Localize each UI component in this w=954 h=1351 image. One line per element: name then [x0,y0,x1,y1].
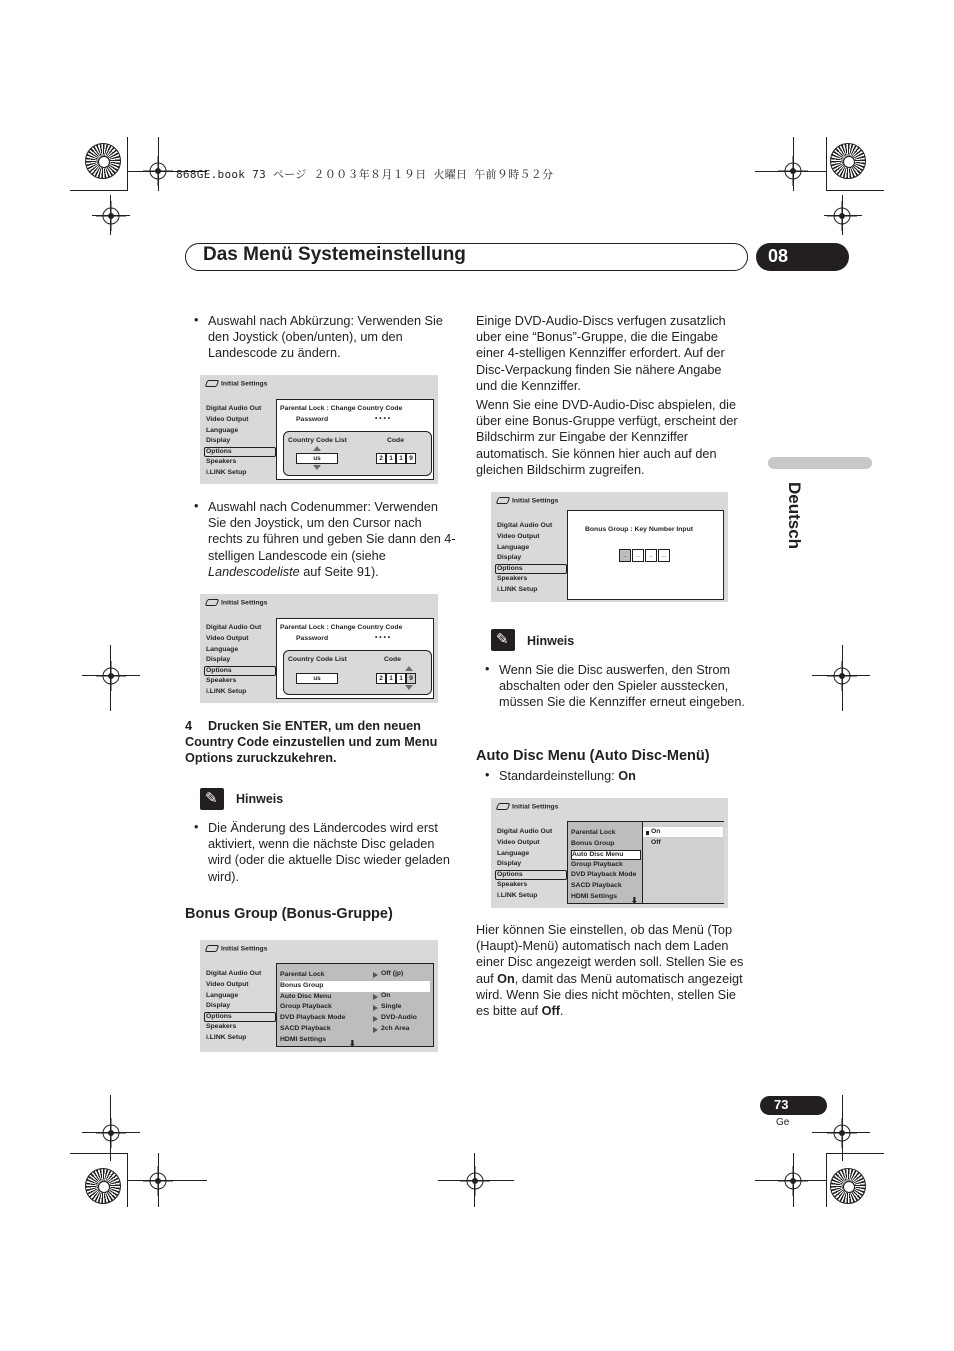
crosshair-icon [96,661,126,691]
crosshair-icon [778,1166,808,1196]
bullet-abbreviation: Auswahl nach Abkürzung: Verwenden Sie den Joystick (oben/unten), um den Landescode zu ändern. [208,314,443,361]
note-pencil-icon [200,788,224,810]
bullet-icon: • [485,768,490,782]
screen-country-code-abbrev [200,375,438,484]
note-text-country: Die Änderung des Ländercodes wird erst aktiviert, wenn die nächste Disc geladen wird (oder die aktuelle Disc wieder geladen wird). [208,821,450,884]
default-setting: Standardeinstellung: On [499,769,636,783]
note-title: Hinweis [236,792,284,806]
page-number: 73 [760,1096,827,1115]
bullet-icon: • [194,313,199,327]
step-number: 4 [185,719,193,733]
scroll-down-arrow-icon: ⬇ [631,896,638,905]
page-language: Ge [776,1117,790,1128]
screen-options-bonus-group: Initial Settings Digital Audio Out Video Output Language Display Options Speakers i.LINK Setup Parental Lock Bonus Group Auto Disc Menu Group Playback DVD Playback Mode SACD Playback HDMI Settings Off (jp) On Single DVD-Audio 2ch Area ⬇ [200,940,438,1052]
section-title-auto-disc-menu: Auto Disc Menu (Auto Disc-Menü) [476,748,710,764]
crosshair-icon [827,1118,857,1148]
bullet-icon: • [194,820,199,834]
file-info-line: 868GE.book 73 ページ ２００３年８月１９日 火曜日 午前９時５２分 [176,168,554,181]
screen-country-code-number: Initial Settings Digital Audio Out Video Output Language Display Options Speakers i.LINK Setup Parental Lock : Change Country Code Password • • • • Country Code List Code us 2 1 1 9 [200,594,438,703]
chapter-number-badge: 08 [756,243,849,271]
note-title: Hinweis [527,634,575,648]
chapter-title: Das Menü Systemeinstellung [203,244,466,265]
para-bonus-intro: Einige DVD-Audio-Discs verfugen zusatzlich uber eine “Bonus”-Gruppe, die die Eingabe einer 4-stelligen Kennziffer erfordert. Auf der Disc-Verpackung finden Sie nähere Angabe und die Kennziffer. [476,314,726,393]
bullet-icon: • [194,499,199,513]
language-tab [768,457,872,469]
note-text-bonus: Wenn Sie die Disc auswerfen, den Strom abschalten oder den Spieler ausstecken, müssen Sie die Kennziffer erneut eingeben. [499,663,745,710]
crosshair-icon [143,1166,173,1196]
para-auto-disc: Hier können Sie einstellen, ob das Menü (Top (Haupt)-Menü) automatisch nach dem Laden einer Disc angezeigt werden soll. Stellen Sie es auf On, damit das Menü automatisch angezeigt wird. Wenn Sie dies nicht möchten, stellen Sie es bitte auf Off. [476,923,744,1019]
crosshair-icon [96,201,126,231]
note-pencil-icon [491,629,515,651]
language-label: Deutsch [785,482,804,550]
selected-menu-item: Options [204,447,276,457]
crosshair-icon [143,156,173,186]
registration-sunburst-icon [85,1168,121,1204]
registration-sunburst-icon [830,143,866,179]
crosshair-icon [827,661,857,691]
crosshair-icon [827,201,857,231]
screen-bonus-key-input: Initial Settings Digital Audio Out Video Output Language Display Options Speakers i.LINK Setup Bonus Group : Key Number Input _ _ _ _ [491,492,728,602]
screen-auto-disc-menu: Initial Settings Digital Audio Out Video Output Language Display Options Speakers i.LINK Setup Parental Lock Bonus Group Auto Disc Menu Group Playback DVD Playback Mode SACD Playback HDMI Settings On Off ⬇ [491,798,728,908]
screen-menu: Digital Audio Out Video Output Language Display Options Speakers i.LINK Setup [206,404,276,479]
step-4-text: Drucken Sie ENTER, um den neuen Country Code einzustellen und zum Menu Options zuruckzukehren. [185,719,438,765]
registration-sunburst-icon [830,1168,866,1204]
scroll-down-arrow-icon: ⬇ [349,1039,356,1048]
crosshair-icon [460,1166,490,1196]
para-bonus-play: Wenn Sie eine DVD-Audio-Disc abspielen, die über eine Bonus-Gruppe verfügt, erscheint der Bildschirm zur Eingabe der Kennziffer automatisch. Sie können hier auch auf den gleichen Bildschirm zugreifen. [476,398,738,477]
section-title-bonus-group: Bonus Group (Bonus-Gruppe) [185,906,393,922]
bullet-icon: • [485,662,490,676]
registration-sunburst-icon [85,143,121,179]
screen-title: Initial Settings [206,380,267,387]
screen-panel: Parental Lock : Change Country Code Password • • • • Country Code List Code us 2 1 1 9 [276,399,434,480]
crosshair-icon [778,156,808,186]
highlighted-option: Bonus Group [280,981,430,992]
crosshair-icon [96,1118,126,1148]
bullet-codenumber: Auswahl nach Codenummer: Verwenden Sie den Joystick, um den Cursor nach rechts zu führen und geben Sie dann den 4-stelligen Landescode ein (siehe Landescodeliste auf Seite 91). [208,500,456,579]
